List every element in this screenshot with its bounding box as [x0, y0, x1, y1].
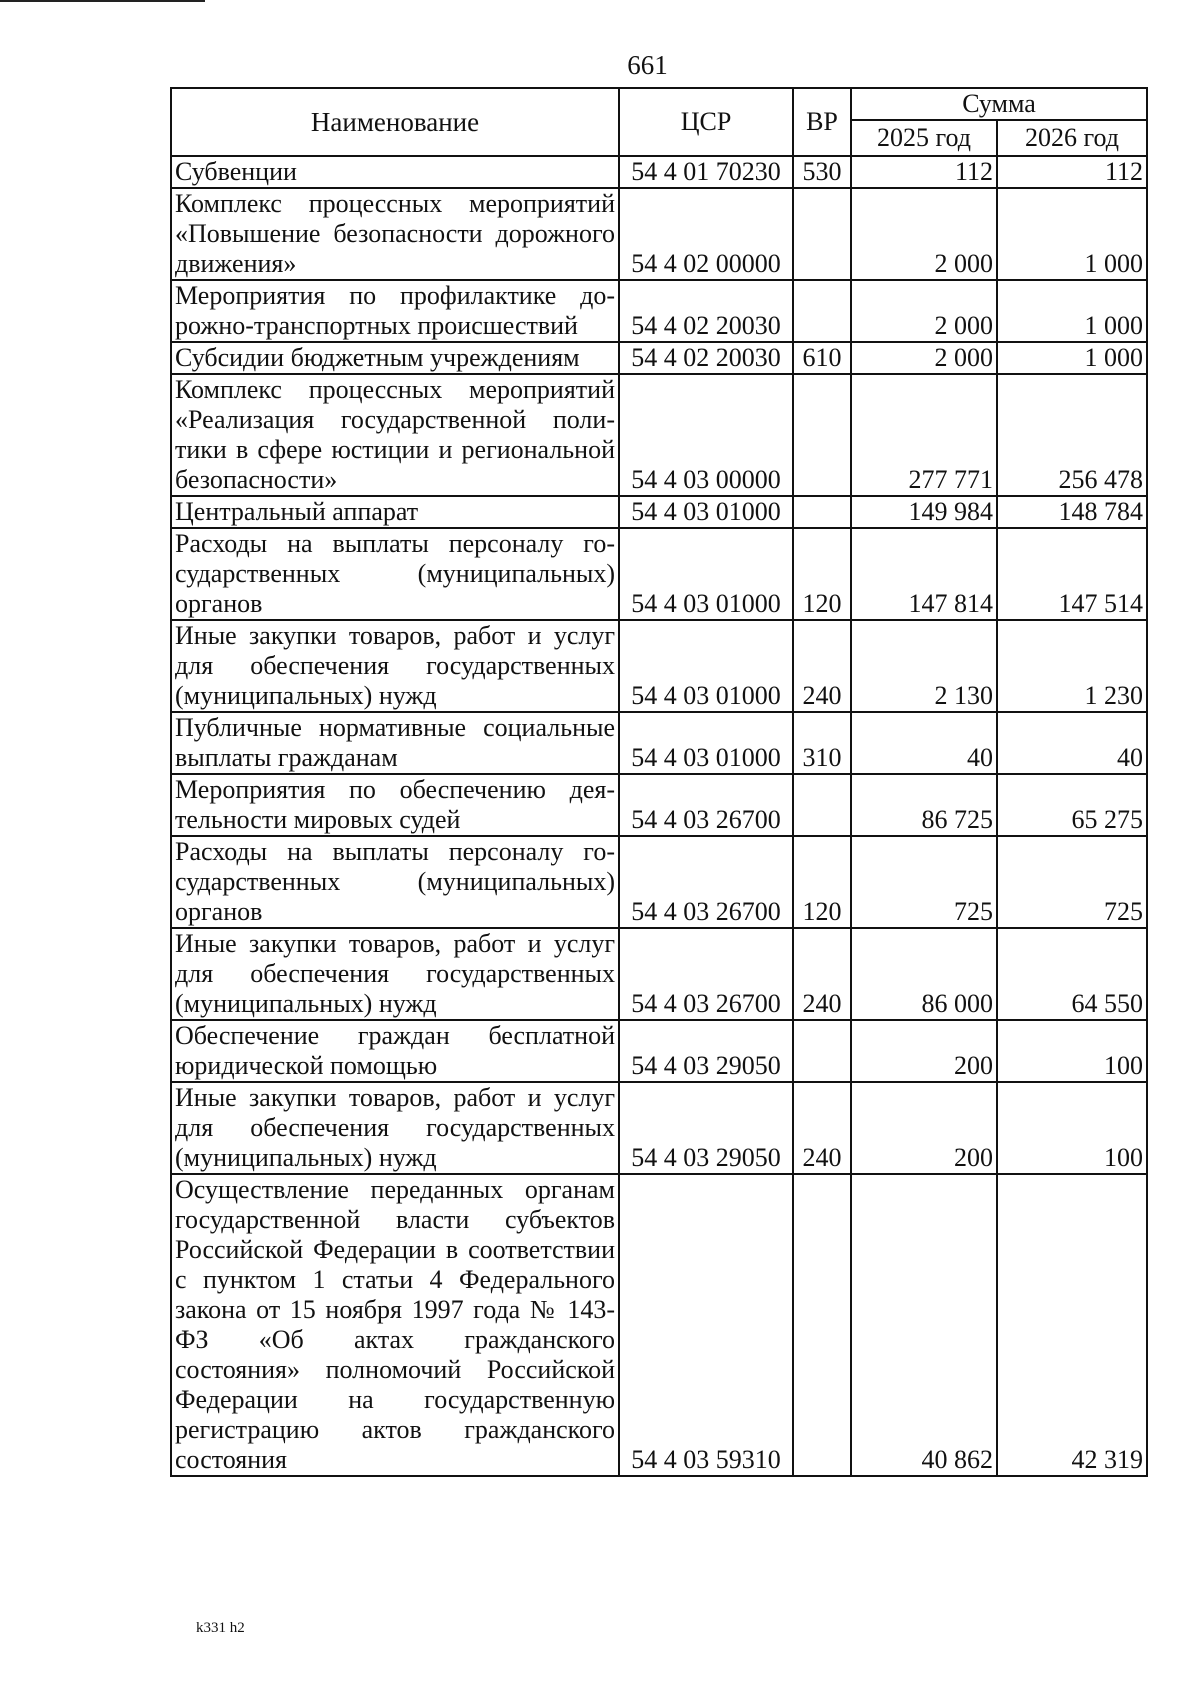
- table-body: [171, 156, 1147, 1476]
- table-row: [171, 712, 1147, 774]
- row-sum-2026: 147 514: [997, 528, 1147, 620]
- header-sum: Сумма: [851, 88, 1147, 120]
- row-name: Комплекс процессных мероприятий «Реализация государственной политики в сфере юстиции и региональной безопасности»: [171, 374, 619, 496]
- table-row: [171, 928, 1147, 1020]
- row-csr: 54 4 02 20030: [619, 280, 793, 342]
- row-vr: [793, 280, 851, 342]
- row-sum-2026: 148 784: [997, 496, 1147, 528]
- footer-code: k331 h2: [196, 1620, 245, 1636]
- row-vr: [793, 1174, 851, 1476]
- row-sum-2025: 277 771: [851, 374, 997, 496]
- table-row: [171, 280, 1147, 342]
- row-sum-2026: 64 550: [997, 928, 1147, 1020]
- header-year-2025: 2025 год: [851, 120, 997, 156]
- header-year-2026: 2026 год: [997, 120, 1147, 156]
- row-vr: 120: [793, 836, 851, 928]
- row-name: Расходы на выплаты персоналу государственных (муниципальных) органов: [171, 528, 619, 620]
- row-name: Иные закупки товаров, работ и услуг для обеспечения государственных (муниципальных) нужд: [171, 1082, 619, 1174]
- row-csr: 54 4 03 26700: [619, 774, 793, 836]
- row-csr: 54 4 03 01000: [619, 496, 793, 528]
- row-name: Иные закупки товаров, работ и услуг для обеспечения государственных (муниципальных) нужд: [171, 928, 619, 1020]
- row-csr: 54 4 03 01000: [619, 712, 793, 774]
- row-sum-2026: 1 000: [997, 342, 1147, 374]
- row-name: Центральный аппарат: [171, 496, 619, 528]
- row-sum-2025: 40 862: [851, 1174, 997, 1476]
- row-sum-2026: 1 000: [997, 280, 1147, 342]
- row-vr: 310: [793, 712, 851, 774]
- row-vr: 610: [793, 342, 851, 374]
- table-row: [171, 774, 1147, 836]
- row-csr: 54 4 03 29050: [619, 1020, 793, 1082]
- header-vr: ВР: [793, 88, 851, 156]
- table-row: [171, 374, 1147, 496]
- header-csr: ЦСР: [619, 88, 793, 156]
- row-sum-2026: 1 230: [997, 620, 1147, 712]
- row-name: Мероприятия по профилактике дорожно-транспортных происшествий: [171, 280, 619, 342]
- table-row: [171, 528, 1147, 620]
- page-number: 661: [627, 50, 668, 80]
- row-vr: [793, 188, 851, 280]
- row-name: Комплекс процессных мероприятий «Повышение безопасности дорожного движения»: [171, 188, 619, 280]
- row-sum-2026: 112: [997, 156, 1147, 188]
- row-csr: 54 4 03 26700: [619, 928, 793, 1020]
- row-sum-2025: 2 000: [851, 280, 997, 342]
- table-row: [171, 156, 1147, 188]
- table-row: [171, 1020, 1147, 1082]
- row-name: Расходы на выплаты персоналу государственных (муниципальных) органов: [171, 836, 619, 928]
- row-csr: 54 4 02 20030: [619, 342, 793, 374]
- row-sum-2026: 100: [997, 1082, 1147, 1174]
- table-row: [171, 620, 1147, 712]
- row-sum-2025: 86 725: [851, 774, 997, 836]
- row-sum-2025: 2 000: [851, 342, 997, 374]
- row-csr: 54 4 03 59310: [619, 1174, 793, 1476]
- row-sum-2025: 147 814: [851, 528, 997, 620]
- row-sum-2025: 40: [851, 712, 997, 774]
- row-vr: [793, 496, 851, 528]
- scan-edge-line: [0, 0, 205, 2]
- row-csr: 54 4 03 29050: [619, 1082, 793, 1174]
- row-sum-2026: 65 275: [997, 774, 1147, 836]
- row-sum-2026: 40: [997, 712, 1147, 774]
- row-csr: 54 4 02 00000: [619, 188, 793, 280]
- table-row: [171, 188, 1147, 280]
- row-sum-2025: 112: [851, 156, 997, 188]
- table-row: [171, 496, 1147, 528]
- row-name: Субвенции: [171, 156, 619, 188]
- header-row-top: [171, 88, 1147, 120]
- row-sum-2025: 200: [851, 1020, 997, 1082]
- row-sum-2026: 1 000: [997, 188, 1147, 280]
- row-csr: 54 4 03 01000: [619, 528, 793, 620]
- budget-table: [170, 87, 1148, 1477]
- row-vr: 240: [793, 928, 851, 1020]
- row-sum-2025: 2 130: [851, 620, 997, 712]
- row-vr: 240: [793, 620, 851, 712]
- row-csr: 54 4 03 00000: [619, 374, 793, 496]
- row-sum-2026: 42 319: [997, 1174, 1147, 1476]
- row-vr: 530: [793, 156, 851, 188]
- row-sum-2025: 725: [851, 836, 997, 928]
- table-row: [171, 1174, 1147, 1476]
- row-vr: 120: [793, 528, 851, 620]
- row-vr: 240: [793, 1082, 851, 1174]
- row-csr: 54 4 03 26700: [619, 836, 793, 928]
- row-sum-2025: 86 000: [851, 928, 997, 1020]
- row-name: Осуществление переданных органам государственной власти субъектов Российской Федерации в соответствии с пунктом 1 статьи 4 Федерального закона от 15 ноября 1997 года № 143-ФЗ «Об актах гражданского состояния» полномочий Российской Федерации на государственную регистрацию актов гражданского состояния: [171, 1174, 619, 1476]
- table-row: [171, 1082, 1147, 1174]
- row-name: Субсидии бюджетным учреждениям: [171, 342, 619, 374]
- row-sum-2025: 2 000: [851, 188, 997, 280]
- row-sum-2026: 256 478: [997, 374, 1147, 496]
- row-vr: [793, 774, 851, 836]
- row-vr: [793, 1020, 851, 1082]
- row-name: Публичные нормативные социальные выплаты гражданам: [171, 712, 619, 774]
- row-sum-2026: 100: [997, 1020, 1147, 1082]
- row-sum-2026: 725: [997, 836, 1147, 928]
- row-sum-2025: 200: [851, 1082, 997, 1174]
- row-name: Мероприятия по обеспечению деятельности мировых судей: [171, 774, 619, 836]
- row-csr: 54 4 01 70230: [619, 156, 793, 188]
- row-name: Обеспечение граждан бесплатной юридической помощью: [171, 1020, 619, 1082]
- row-sum-2025: 149 984: [851, 496, 997, 528]
- row-csr: 54 4 03 01000: [619, 620, 793, 712]
- table-row: [171, 836, 1147, 928]
- row-name: Иные закупки товаров, работ и услуг для обеспечения государственных (муниципальных) нужд: [171, 620, 619, 712]
- table-row: [171, 342, 1147, 374]
- row-vr: [793, 374, 851, 496]
- header-name: Наименование: [171, 88, 619, 156]
